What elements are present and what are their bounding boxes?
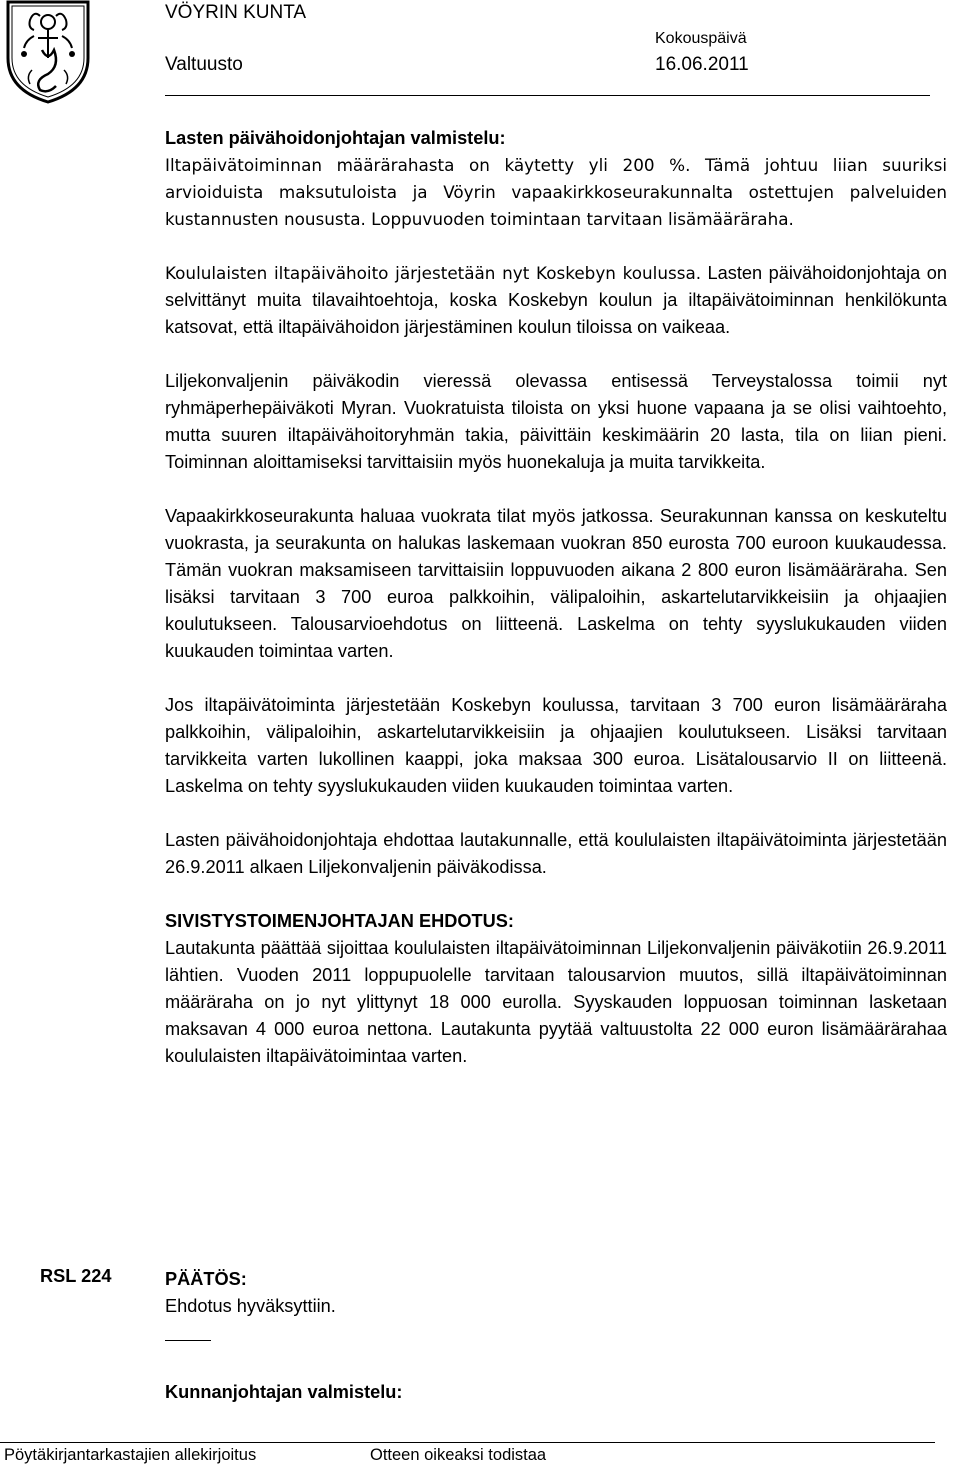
decision-text: Ehdotus hyväksyttiin. xyxy=(165,1296,336,1316)
signature-label-inspectors: Pöytäkirjantarkastajien allekirjoitus xyxy=(4,1446,257,1464)
separator-line xyxy=(165,1340,211,1341)
meeting-body: Valtuusto xyxy=(165,54,243,75)
paragraph: Lautakunta päättää sijoittaa koululaisten iltapäivätoiminnan Liljekonvaljenin päiväkotiin 26.9.2011 lähtien. Vuoden 2011 loppupuolelle tarvitaan talousarvion muutos, sillä iltapäivätoiminnan määräraha on jo nyt ylittynyt 18 000 eurolla. Syyskauden loppuosan toiminnan lasketaan maksavan 4 000 euroa nettona. Lautakunta pyytää valtuustolta 22 000 euron lisämäärärahaa koululaisten iltapäivätoimintaa varten. xyxy=(165,938,947,1066)
section-heading-daycare: Lasten päivähoidonjohtajan valmistelu: xyxy=(165,128,506,148)
paragraph-rest: Lasten päivähoidonjohtaja on selvittänyt muita tilavaihtoehtoja, koska Koskebyn koulun ja iltapäivätoiminnan henkilökunta katsovat, että iltapäivähoidon järjestäminen koulun tiloissa on vaikeaa. xyxy=(165,263,947,337)
meeting-date: 16.06.2011 xyxy=(655,54,749,75)
paragraph: Iltapäivätoiminnan määrärahasta on käytetty yli 200 %. Tämä johtuu liian suuriksi arvioiduista maksutuloista ja Vöyrin vapaakirkkoseurakunnalta ostettujen palveluiden kustannusten noususta. Loppuvuoden toimintaan tarvitaan lisämääräraha. xyxy=(165,155,947,229)
signature-label-certified: Otteen oikeaksi todistaa xyxy=(370,1446,547,1464)
coat-of-arms-logo xyxy=(4,0,92,104)
paragraph xyxy=(165,260,947,341)
paragraph: Lasten päivähoidonjohtaja ehdottaa lautakunnalle, että koululaisten iltapäivätoiminta järjestetään 26.9.2011 alkaen Liljekonvaljenin päiväkodissa. xyxy=(165,830,947,877)
meeting-date-label: Kokouspäivä xyxy=(655,30,747,47)
paragraph-lead: Koululaisten iltapäivähoito järjestetään nyt Koskebyn koulussa. xyxy=(165,263,702,283)
next-section-heading: Kunnanjohtajan valmistelu: xyxy=(165,1382,403,1402)
paragraph: Vapaakirkkoseurakunta haluaa vuokrata tilat myös jatkossa. Seurakunnan kanssa on keskuteltu vuokrasta, ja seurakunta on halukas laskemaan vuokran 850 eurosta 700 euroon kuukaudessa. Tämän vuokran maksamiseen tarvittaisiin loppuvuoden aikana 2 800 euron lisämääräraha. Sen lisäksi tarvitaan 3 700 euroa palkkoihin, välipaloihin, askartelutarvikkeisiin ja ohjaajien koulutukseen. Talousarvioehdotus on liitteenä. Laskelma on tehty syyslukukauden viiden kuukauden toimintaa varten. xyxy=(165,506,947,661)
decision-block xyxy=(165,1266,945,1406)
minutes-body xyxy=(165,125,947,1070)
organization-name: VÖYRIN KUNTA xyxy=(165,2,307,23)
decision-reference: RSL 224 xyxy=(40,1266,112,1286)
paragraph: Liljekonvaljenin päiväkodin vieressä olevassa entisessä Terveystalossa toimii nyt ryhmäperhepäiväkoti Myran. Vuokratuista tiloista on yksi huone vapaana ja se olisi vaihtoehto, mutta suuren iltapäivähoitoryhmän takia, päivittäin keskimäärin 20 lasta, tila on liian pieni. Toiminnan aloittamiseksi tarvittaisiin myös huonekaluja ja muita tarvikkeita. xyxy=(165,371,947,472)
decision-heading: PÄÄTÖS: xyxy=(165,1269,247,1289)
section-heading-proposal: SIVISTYSTOIMENJOHTAJAN EHDOTUS: xyxy=(165,911,514,931)
footer-divider xyxy=(0,1442,935,1443)
header-divider xyxy=(165,95,930,96)
paragraph: Jos iltapäivätoiminta järjestetään Koskebyn koulussa, tarvitaan 3 700 euron lisämääräraha palkkoihin, välipaloihin, askartelutarvikkeisiin ja ohjaajien koulutukseen. Lisäksi tarvitaan tarvikkeita varten lukollinen kaappi, joka maksaa 300 euroa. Lisätalousarvio II on liitteenä. Laskelma on tehty syyslukukauden viiden kuukauden toimintaa varten. xyxy=(165,695,947,796)
